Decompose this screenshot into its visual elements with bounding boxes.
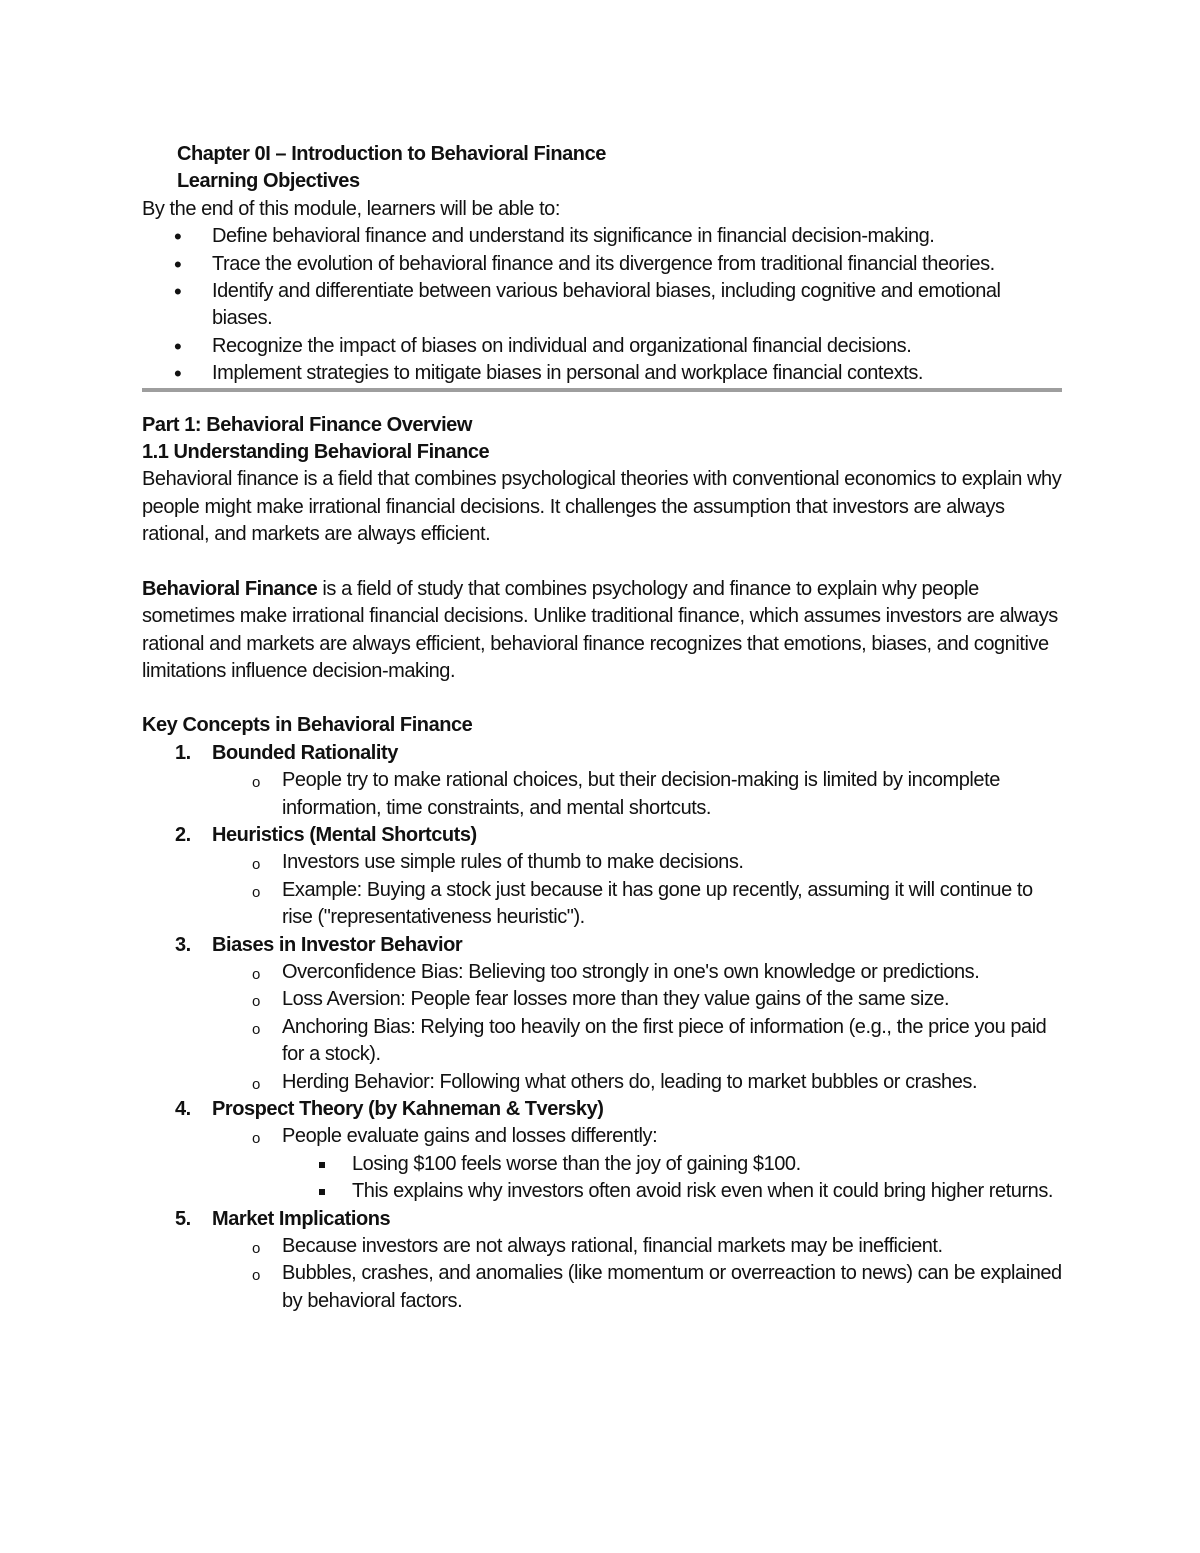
sub-list (212, 849, 1062, 931)
objectives-intro: By the end of this module, learners will be able to: (142, 197, 560, 220)
item-number: 5. (175, 1207, 191, 1230)
list-item: o Bubbles, crashes, and anomalies (like momentum or overreaction to news) can be explained by behavioral factors. (212, 1260, 1062, 1315)
paragraph-text: is a field of study that combines psychology and finance to explain why people sometimes make irrational financial decisions. Unlike traditional finance, which assumes investors are always rational and markets are always efficient, behavioral finance recognizes that emotions, biases, and cognitive limitations influence decision-making. (142, 577, 1058, 682)
list-item: o Overconfidence Bias: Believing too strongly in one's own knowledge or predictions. (212, 959, 1062, 986)
list-item: • Trace the evolution of behavioral finance and its divergence from traditional financial theories. (142, 251, 1062, 278)
key-concepts-list (142, 740, 1062, 1316)
list-item (142, 932, 1062, 1096)
list-item: • Implement strategies to mitigate biases in personal and workplace financial contexts. (142, 360, 1062, 387)
item-number: 3. (175, 933, 191, 956)
list-item: o Anchoring Bias: Relying too heavily on the first piece of information (e.g., the price you paid for a stock). (212, 1014, 1062, 1069)
objectives-title: Learning Objectives (177, 170, 360, 193)
list-item: o Because investors are not always rational, financial markets may be inefficient. (212, 1233, 1062, 1260)
document-page (142, 141, 1062, 1315)
list-item: o Example: Buying a stock just because it has gone up recently, assuming it will continue to rise ("representativeness heuristic"). (212, 877, 1062, 932)
sub-list (212, 959, 1062, 1096)
list-item: • Recognize the impact of biases on individual and organizational financial decisions. (142, 333, 1062, 360)
list-item: o Investors use simple rules of thumb to make decisions. (212, 849, 1062, 876)
point-text: o People evaluate gains and losses differently: (282, 1125, 658, 1148)
item-number: 1. (175, 741, 191, 764)
spacer (142, 685, 1062, 712)
list-item (142, 740, 1062, 822)
concept-title: Heuristics (Mental Shortcuts) (212, 823, 477, 846)
concept-title: Prospect Theory (by Kahneman & Tversky) (212, 1098, 604, 1120)
list-item: Losing $100 feels worse than the joy of gaining $100. (282, 1151, 1062, 1178)
section-title: 1.1 Understanding Behavioral Finance (142, 441, 490, 464)
list-item (142, 822, 1062, 932)
spacer (142, 549, 1062, 576)
list-item: • Define behavioral finance and understand its significance in financial decision-making. (142, 223, 1062, 250)
sub-list (212, 1233, 1062, 1315)
list-item: o People try to make rational choices, but their decision-making is limited by incomplete information, time constraints, and mental shortcuts. (212, 767, 1062, 822)
item-number: 4. (175, 1098, 191, 1120)
list-item: o Loss Aversion: People fear losses more than they value gains of the same size. (212, 986, 1062, 1013)
paragraph: Behavioral finance is a field that combines psychological theories with conventional economics to explain why people might make irrational financial decisions. It challenges the assumption that investors are always rational, and markets are always efficient. (142, 468, 1062, 546)
list-item: • Identify and differentiate between various behavioral biases, including cognitive and emotional biases. (142, 278, 1062, 333)
concept-title: Market Implications (212, 1207, 391, 1230)
list-item (142, 1096, 1062, 1206)
list-item (212, 1123, 1062, 1205)
sub-list (212, 1123, 1062, 1205)
sub-list (212, 767, 1062, 822)
horizontal-divider (142, 388, 1062, 392)
concept-title: Biases in Investor Behavior (212, 933, 463, 956)
bold-term: Behavioral Finance (142, 577, 318, 600)
part-title: Part 1: Behavioral Finance Overview (142, 413, 472, 436)
concept-title: Bounded Rationality (212, 741, 398, 764)
objectives-list (142, 223, 1062, 387)
paragraph (142, 576, 1062, 686)
list-item: This explains why investors often avoid risk even when it could bring higher returns. (282, 1178, 1062, 1205)
item-number: 2. (175, 823, 191, 846)
chapter-title: Chapter 0I – Introduction to Behavioral Finance (177, 143, 606, 165)
key-concepts-title: Key Concepts in Behavioral Finance (142, 714, 473, 737)
sub-sub-list (282, 1151, 1062, 1206)
list-item (142, 1206, 1062, 1316)
list-item: o Herding Behavior: Following what others do, leading to market bubbles or crashes. (212, 1069, 1062, 1096)
